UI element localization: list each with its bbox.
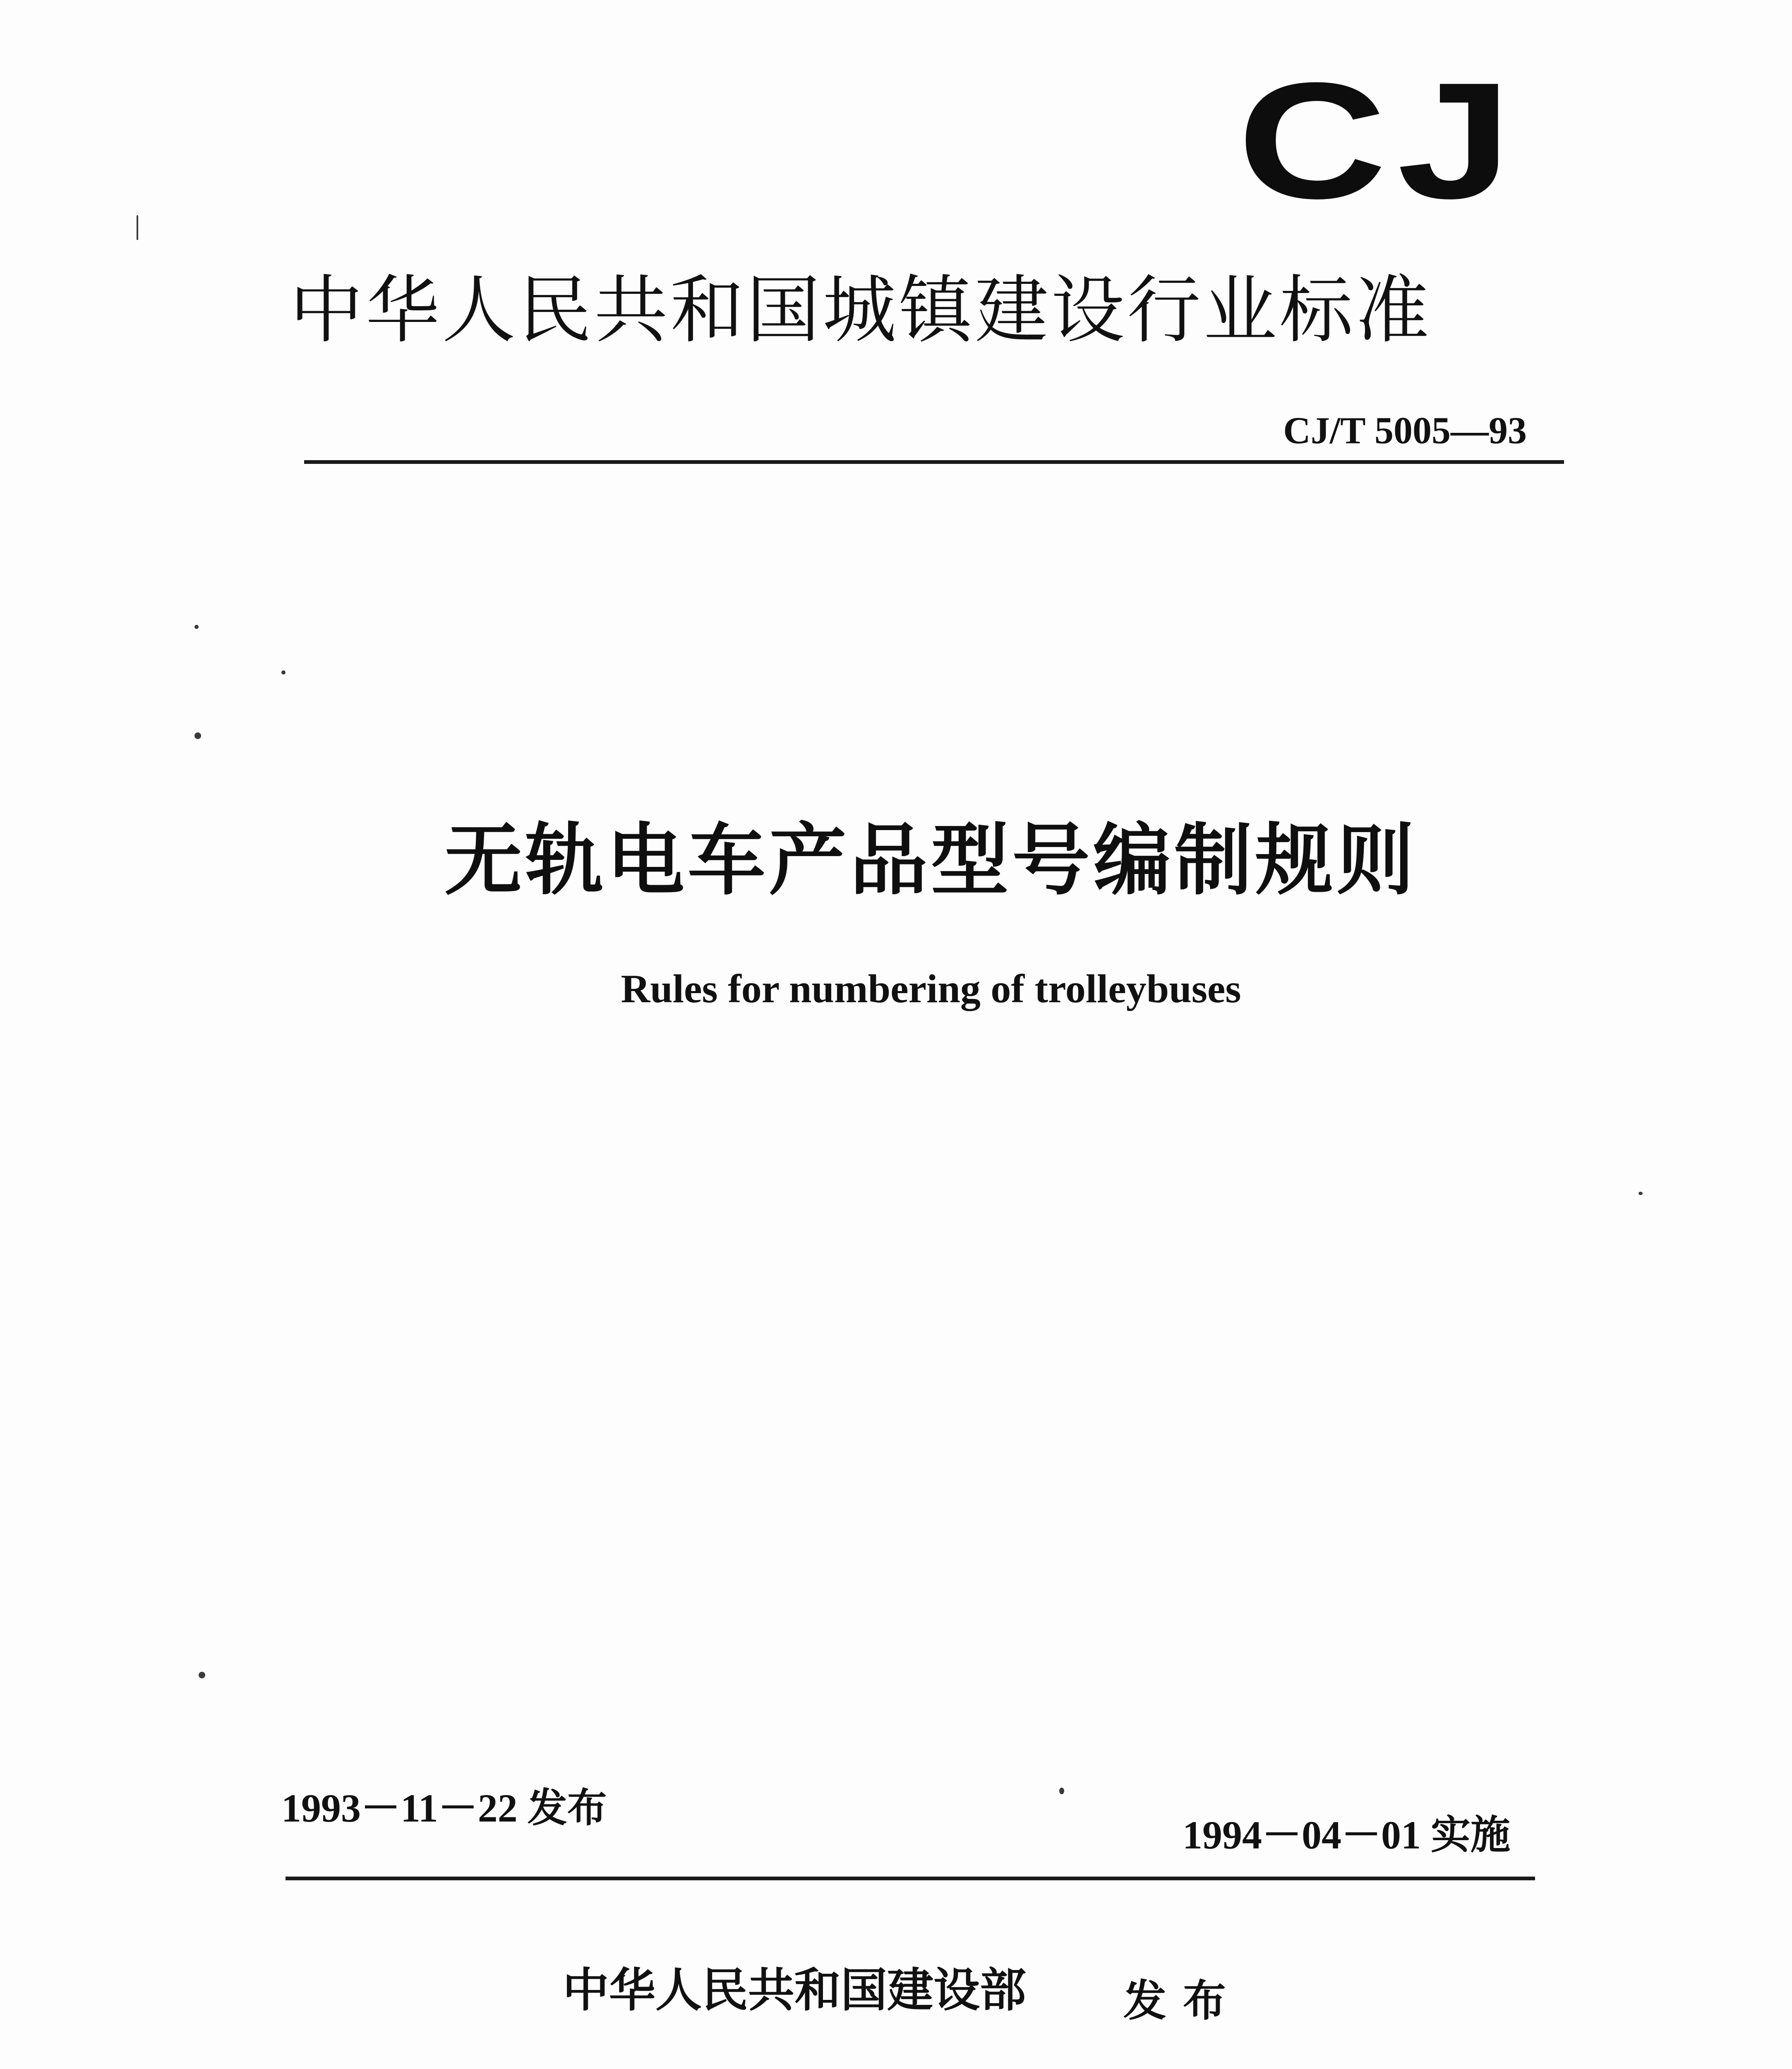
scan-speck (1638, 1192, 1643, 1195)
issue-date: 1993－11－22 发布 (281, 1786, 607, 1830)
document-title-english: Rules for numbering of trolleybuses (621, 967, 1241, 1011)
implementation-date: 1994－04－01 实施 (1183, 1813, 1510, 1857)
document-title: 无轨电车产品型号编制规则 (444, 815, 1418, 906)
cj-logo: CJ (1237, 48, 1523, 233)
scan-speck (1059, 1788, 1064, 1794)
issuing-action: 发布 (1123, 1975, 1243, 2026)
scan-speck (194, 625, 199, 629)
scan-speck (281, 670, 285, 674)
issuing-authority: 中华人民共和国建设部 (563, 1963, 1026, 2017)
scan-speck (194, 732, 201, 739)
header-divider (304, 460, 1564, 464)
series-title: 中华人民共和国城镇建设行业标准 (290, 267, 1432, 353)
scan-speck (199, 1672, 205, 1678)
scan-speck (137, 215, 138, 240)
footer-divider (285, 1877, 1535, 1880)
standard-code: CJ/T 5005—93 (1283, 409, 1527, 451)
